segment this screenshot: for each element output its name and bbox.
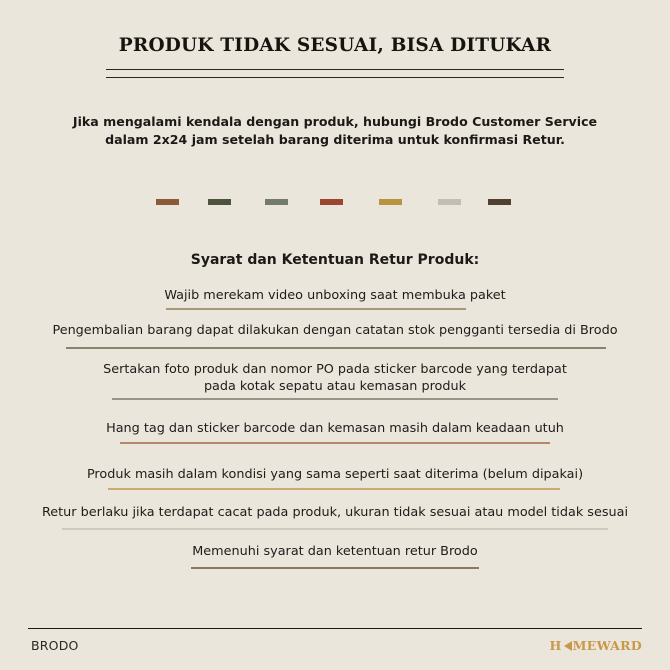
term-text: Sertakan foto produk dan nomor PO pada sticker barcode yang terdapat <box>103 362 567 377</box>
term-item <box>0 504 670 521</box>
term-text: Pengembalian barang dapat dilakukan dengan catatan stok pengganti tersedia di Brodo <box>52 323 618 338</box>
color-swatch-rust <box>320 199 343 205</box>
term-divider <box>66 347 606 349</box>
term-item <box>0 361 670 395</box>
color-swatch-light-gray <box>438 199 461 205</box>
term-item <box>0 466 670 483</box>
terms-heading: Syarat dan Ketentuan Retur Produk: <box>190 252 480 268</box>
footer-brand-homeward <box>550 638 642 653</box>
intro-line-1: Jika mengalami kendala dengan produk, hubungi Brodo Customer Service <box>72 114 598 129</box>
footer-rule <box>28 628 642 629</box>
term-text: Produk masih dalam kondisi yang sama seperti saat diterima (belum dipakai) <box>86 467 584 482</box>
intro-line-2: dalam 2x24 jam setelah barang diterima untuk konfirmasi Retur. <box>105 131 565 147</box>
term-item <box>0 287 670 304</box>
color-swatch-dark-brown <box>488 199 511 205</box>
title-rule-bottom <box>106 77 564 78</box>
term-item <box>0 420 670 437</box>
homeward-prefix: H <box>549 638 562 653</box>
color-swatch-brown <box>156 199 179 205</box>
term-text: Retur berlaku jika terdapat cacat pada produk, ukuran tidak sesuai atau model tidak sesuai <box>41 505 629 520</box>
color-palette <box>0 199 670 205</box>
term-divider <box>166 308 466 310</box>
homeward-suffix: MEWARD <box>572 638 642 653</box>
color-swatch-mustard <box>379 199 402 205</box>
page-title: PRODUK TIDAK SESUAI, BISA DITUKAR <box>118 35 552 56</box>
term-divider <box>191 567 479 569</box>
term-divider <box>112 398 558 400</box>
term-divider <box>120 442 550 444</box>
term-text: Memenuhi syarat dan ketentuan retur Brodo <box>192 544 478 559</box>
footer-brand-brodo: BRODO <box>31 638 79 653</box>
term-text: Wajib merekam video unboxing saat membuka paket <box>164 288 506 303</box>
term-divider <box>108 488 560 490</box>
term-text: Hang tag dan sticker barcode dan kemasan masih dalam keadaan utuh <box>106 421 564 436</box>
term-divider <box>62 528 608 530</box>
term-text-line-2: pada kotak sepatu atau kemasan produk <box>203 379 467 394</box>
color-swatch-gray-green <box>265 199 288 205</box>
title-rule-top <box>106 69 564 70</box>
arrow-left-icon <box>564 641 572 651</box>
term-item <box>0 322 670 339</box>
color-swatch-olive-dark <box>208 199 231 205</box>
intro-text <box>0 113 670 148</box>
term-item <box>0 543 670 560</box>
